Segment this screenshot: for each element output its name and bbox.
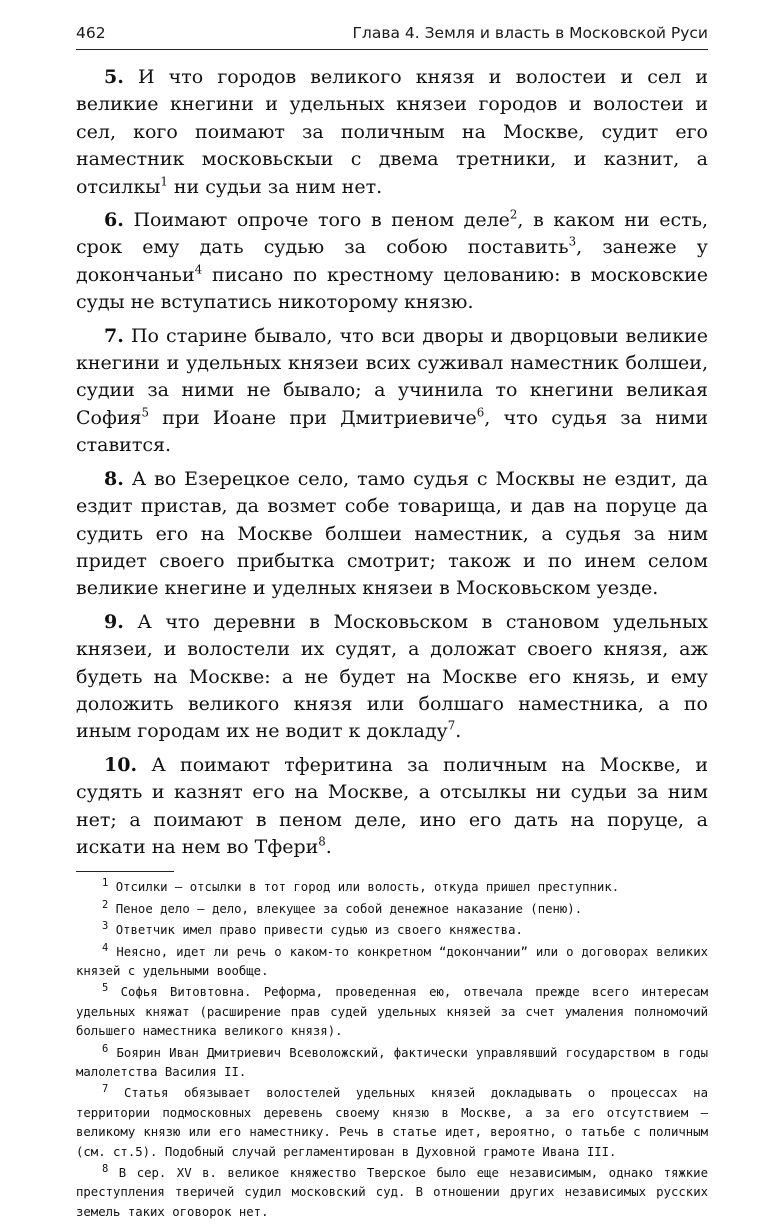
article-6 (76, 207, 708, 317)
footnote-7 (76, 1084, 708, 1162)
article-text: Поимают опроче того в пеном деле (133, 209, 510, 232)
article-text: при Иоане при Дмитриевиче (149, 406, 477, 429)
footnote-text: Ответчик имел право привести судью из своего княжества. (115, 923, 523, 938)
article-number: 6. (104, 209, 124, 232)
footnote-ref: 5 (141, 405, 149, 420)
footnote-8 (76, 1164, 708, 1222)
book-page (76, 24, 708, 1224)
article-number: 10. (104, 753, 138, 776)
running-header (76, 24, 708, 50)
footnote-3 (76, 921, 708, 940)
footnote-ref: 3 (568, 235, 577, 250)
article-text: По старине бывало, что вси дворы и дворцовыи великие кнегини и удельных князеи всих суживал наместник болшеи, судии за ними не бывало; а учинила то кнегини великая София (76, 324, 709, 429)
article-9 (76, 609, 708, 746)
article-number: 8. (104, 467, 124, 490)
footnote-ref: 7 (447, 719, 456, 734)
footnote-mark: 7 (102, 1083, 109, 1096)
footnote-text: Боярин Иван Дмитриевич Всеволожский, фактически управлявший государством в годы малолетства Василия II. (76, 1045, 708, 1080)
footnote-separator (76, 871, 174, 872)
article-10 (76, 752, 708, 862)
article-7 (76, 323, 708, 460)
footnote-text: Статья обязывает волостелей удельных князей докладывать о процессах на территории подмосковных деревень своему князю в Москве, а за его отсутствием — великому князю или его наместнику. Речь в статье идет, вероятно, о татьбе с поличным (см. ст.5). Подобный случай регламентирован в Духовной грамоте Ивана III. (76, 1086, 708, 1159)
article-text: А во Езерецкое село, тамо судья с Москвы не ездит, да ездит пристав, да возмет собе товарища, и дав на поруце да судить его на Москве болшеи наместник, а судья за ним придет своего прибытка смотрит; також и по инем селом великие кнегине и уделных князеи в Московьском уезде. (76, 467, 708, 600)
article-8 (76, 466, 708, 603)
footnote-mark: 4 (102, 941, 109, 954)
article-text: писано по крестному целованию: в московские суды не вступатись никоторому князю. (76, 263, 708, 314)
article-5 (76, 64, 708, 201)
footnotes (76, 878, 708, 1222)
article-number: 7. (104, 324, 124, 347)
page-number: 462 (76, 24, 106, 42)
article-text: , занеже у докончаньи (76, 236, 708, 286)
footnote-text: В сер. XV в. великое княжество Тверское было еще независимым, однако тяжкие преступления тверичей судил московский суд. В отношении других независимых русских земель таких оговорок нет. (76, 1166, 708, 1219)
article-text: А поимают тферитина за поличным на Москве, и судять и казнят его на Москве, а отсылкы ни судьи за ним нет; а поимают в пеном деле, ино его дать на поруце, а искати на нем во Тфери (76, 753, 708, 858)
main-text (76, 64, 708, 861)
footnote-1 (76, 878, 708, 897)
article-number: 5. (104, 66, 124, 88)
footnote-4 (76, 943, 708, 982)
footnote-mark: 6 (102, 1042, 109, 1055)
footnote-ref: 6 (476, 405, 485, 420)
footnote-text: Отсилки — отсылки в тот город или волость, откуда пришел преступник. (115, 880, 620, 895)
footnote-ref: 2 (509, 207, 518, 222)
footnote-6 (76, 1044, 708, 1083)
footnote-ref: 1 (160, 174, 168, 189)
article-number: 9. (104, 610, 124, 633)
chapter-title: Глава 4. Земля и власть в Московской Руси (352, 24, 708, 42)
footnote-mark: 1 (102, 877, 109, 890)
footnote-mark: 5 (102, 982, 109, 995)
footnote-mark: 8 (102, 1162, 109, 1175)
article-text: А что деревни в Московьском в становом удельных князеи, и волостели их судят, а доложат своего князя, аж будеть на Москве: а не будет на Москве его князь, и ему доложить великого князя или болшаго наместника, а по иным городам их не водит к докладу (76, 610, 708, 743)
article-text: , в каком ни есть, срок ему дать судью за собою поставить (76, 209, 708, 259)
article-text: ни судьи за ним нет. (167, 175, 383, 198)
article-text: И что городов великого князя и волостеи и сел и великие кнегини и удельных князеи городов и волостеи и сел, кого поимают за поличным на Москве, судит его наместник московьскыи с двема третники, и казнит, а отсилкы (76, 66, 708, 198)
footnote-mark: 2 (102, 898, 109, 911)
footnote-text: Пеное дело — дело, влекущее за собой денежное наказание (пеню). (115, 901, 583, 916)
article-text: . (455, 720, 462, 743)
footnote-text: Неясно, идет ли речь о каком-то конкретном “докончании” или о договорах великих князей с удельными вообще. (76, 944, 708, 978)
footnote-mark: 3 (102, 920, 109, 933)
footnote-2 (76, 900, 708, 919)
footnote-5 (76, 983, 708, 1041)
footnote-text: Софья Витовтовна. Реформа, проведенная ею, отвечала прежде всего интересам удельных княжат (расширение прав судей удельных князей за счет умаления полномочий большего наместника великого князя). (76, 985, 708, 1039)
article-text: . (325, 835, 332, 858)
footnote-ref: 8 (318, 834, 326, 849)
article-text: , что судья за ними ставится. (76, 406, 708, 457)
footnote-ref: 4 (194, 262, 203, 277)
